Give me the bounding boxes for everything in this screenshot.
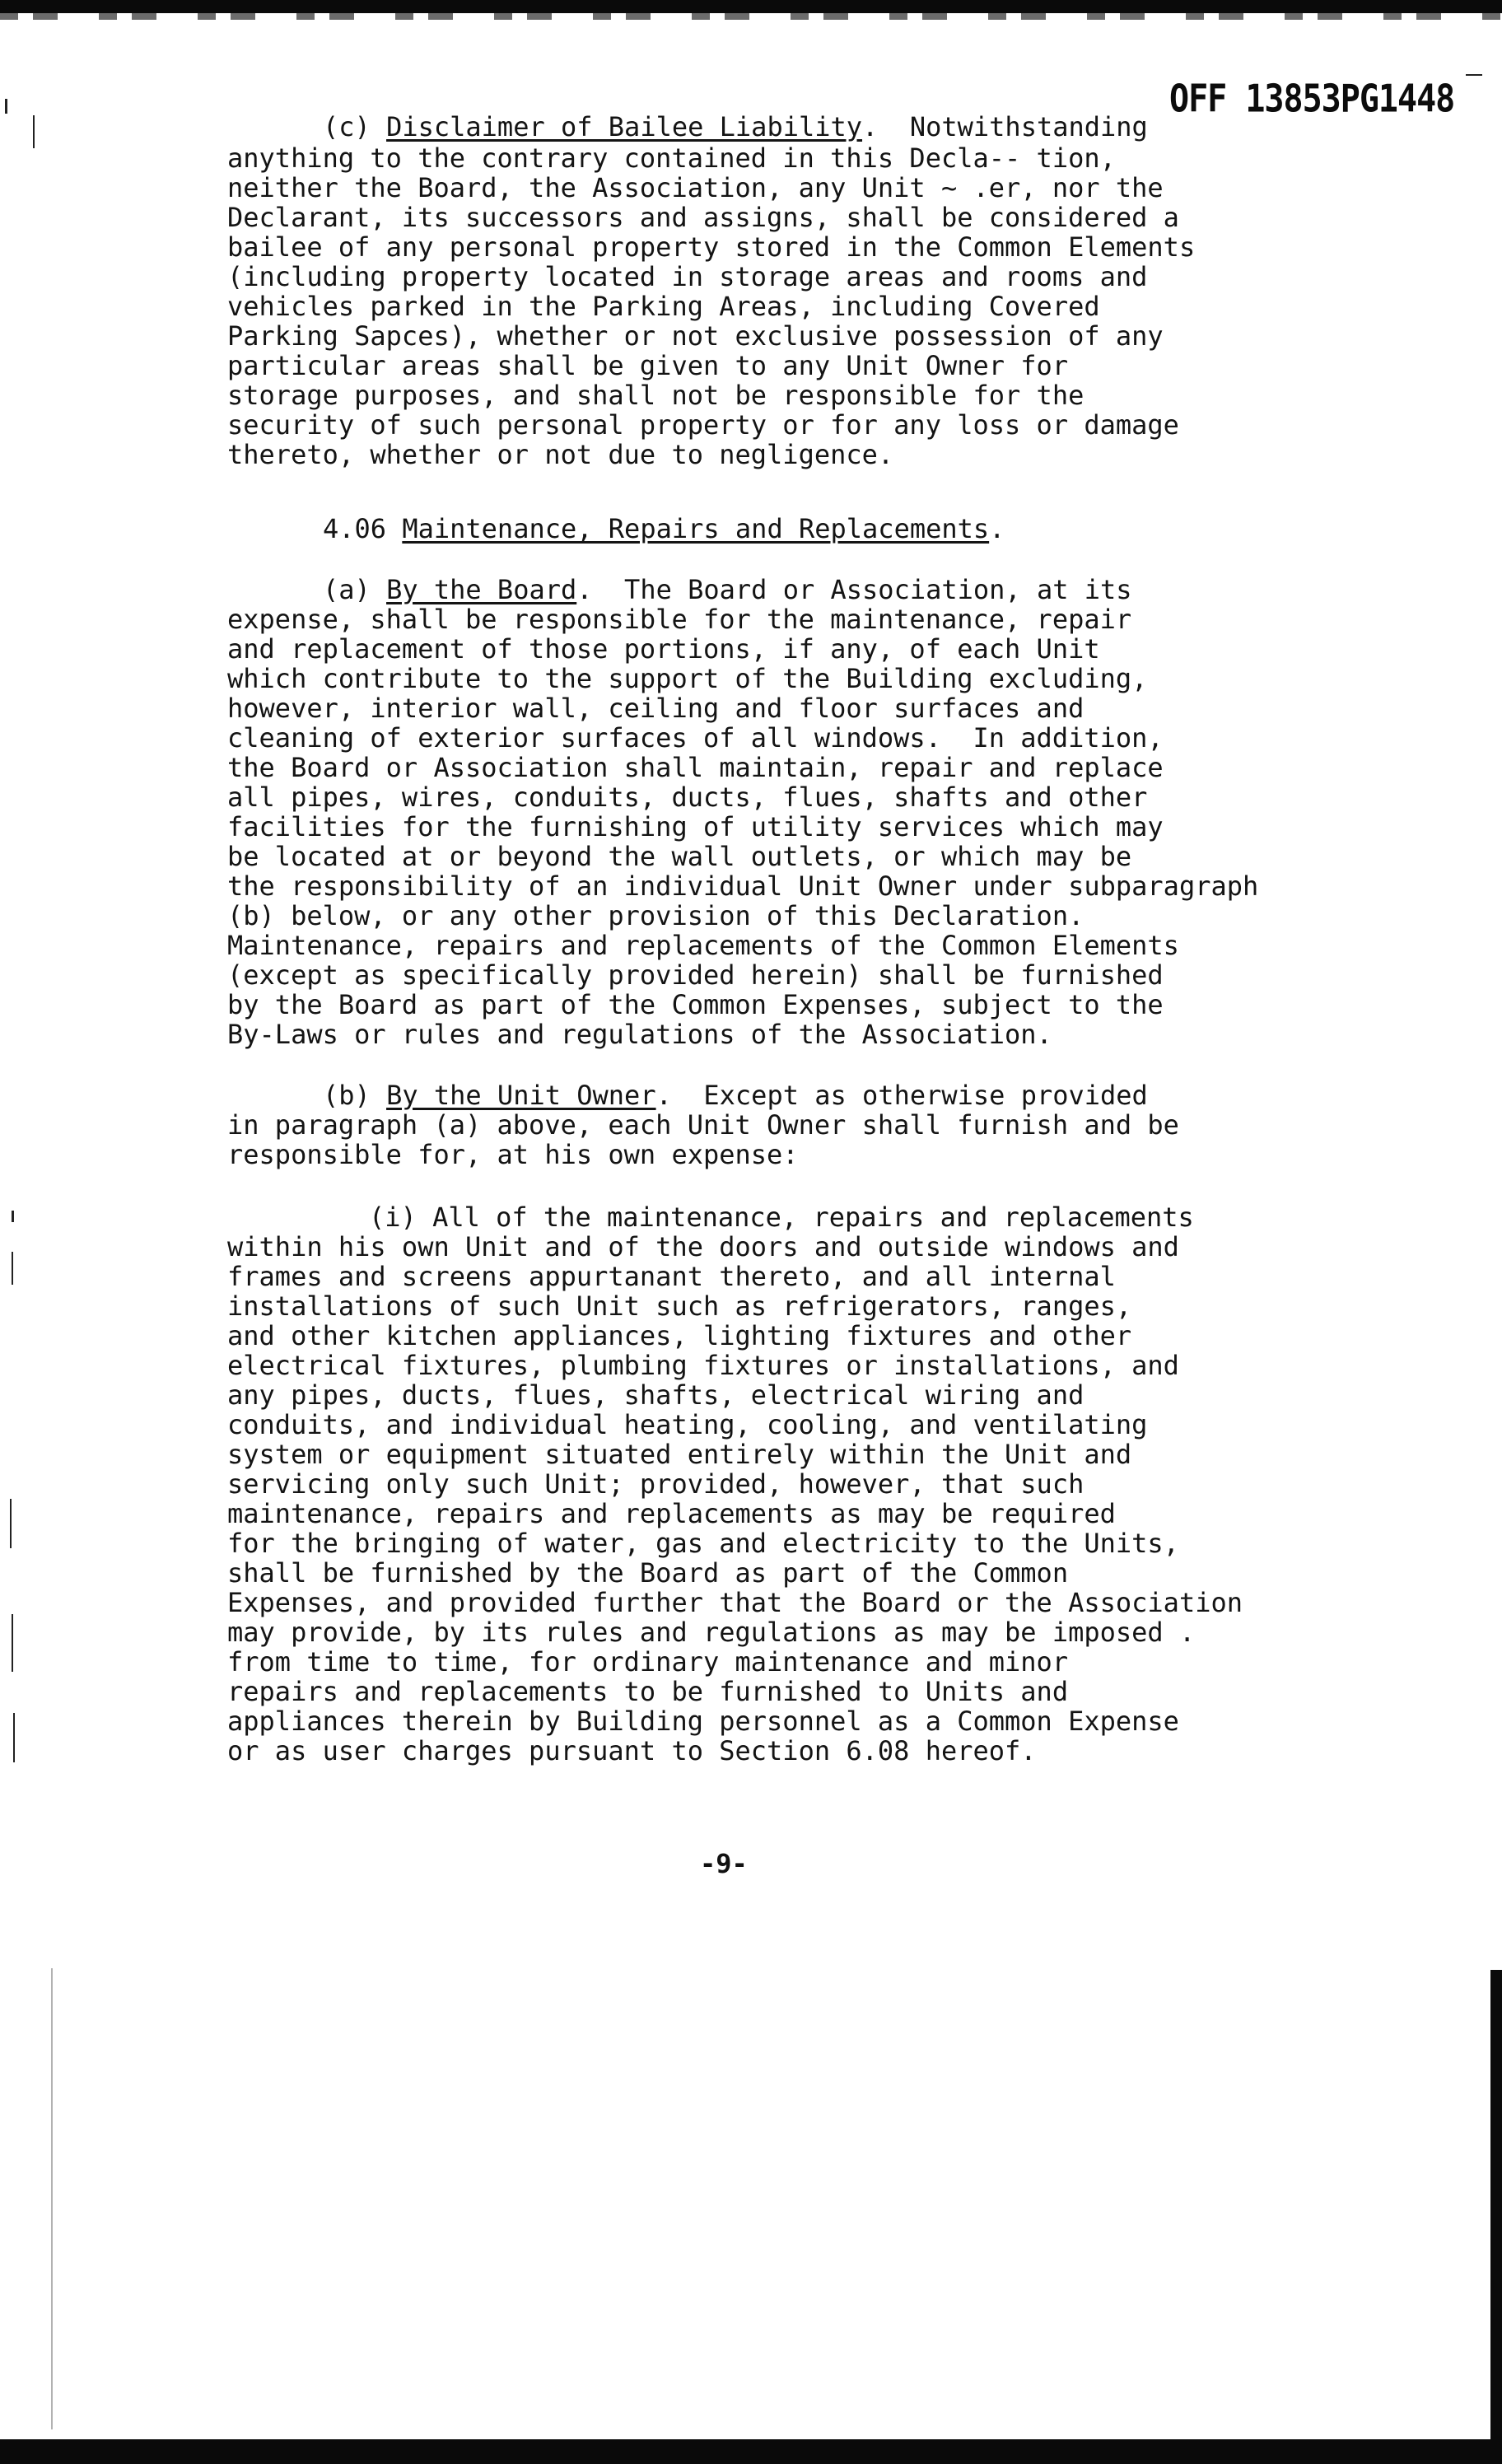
para-b-line: in paragraph (a) above, each Unit Owner shall furnish and be	[227, 1109, 1179, 1141]
section-c-after-heading: . Notwithstanding	[862, 111, 1148, 142]
para-i-line: servicing only such Unit; provided, however, that such	[227, 1468, 1085, 1500]
para-b-line: responsible for, at his own expense:	[227, 1139, 799, 1170]
section-c-line: (including property located in storage areas and rooms and	[227, 261, 1148, 292]
para-i-line: maintenance, repairs and replacements as may be required	[227, 1498, 1116, 1529]
section-406-heading: Maintenance, Repairs and Replacements	[402, 513, 990, 544]
para-a-line: however, interior wall, ceiling and floor surfaces and	[227, 693, 1085, 724]
section-c-heading: Disclaimer of Bailee Liability	[386, 111, 863, 142]
para-a-line: and replacement of those portions, if any, of each Unit	[227, 633, 1100, 665]
para-b-heading: By the Unit Owner	[386, 1080, 656, 1111]
para-a-line: by the Board as part of the Common Expenses, subject to the	[227, 989, 1164, 1020]
para-i-line: system or equipment situated entirely within the Unit and	[227, 1439, 1132, 1470]
para-a-line: (except as specifically provided herein) shall be furnished	[227, 959, 1164, 991]
para-a-line: Maintenance, repairs and replacements of the Common Elements	[227, 930, 1179, 961]
section-c-line: security of such personal property or for any loss or damage	[227, 409, 1179, 441]
para-b-after-heading: . Except as otherwise provided	[655, 1080, 1148, 1111]
section-406-number: 4.06	[323, 513, 403, 544]
para-b-heading-line	[323, 1080, 1148, 1110]
para-i-line: frames and screens appurtanant thereto, and all internal	[227, 1261, 1116, 1292]
para-a-line: By-Laws or rules and regulations of the Association.	[227, 1019, 1052, 1050]
para-a-heading: By the Board	[386, 574, 577, 605]
section-c-line: bailee of any personal property stored in the Common Elements	[227, 231, 1196, 263]
para-a-line: cleaning of exterior surfaces of all windows. In addition,	[227, 722, 1164, 754]
section-c-line: thereto, whether or not due to negligence.	[227, 439, 894, 470]
para-a-lead: (a)	[323, 574, 387, 605]
para-i-line: from time to time, for ordinary maintenance and minor	[227, 1646, 1069, 1678]
para-i-line: for the bringing of water, gas and electricity to the Units,	[227, 1528, 1179, 1559]
para-i-line: may provide, by its rules and regulations as may be imposed .	[227, 1617, 1196, 1648]
section-c-line: vehicles parked in the Parking Areas, including Covered	[227, 291, 1100, 322]
para-a-line: facilities for the furnishing of utility services which may	[227, 811, 1164, 842]
para-i-line: and other kitchen appliances, lighting fixtures and other	[227, 1320, 1132, 1351]
section-406-after-heading: .	[989, 513, 1005, 544]
para-a-line: which contribute to the support of the Building excluding,	[227, 663, 1148, 694]
para-a-after-heading: . The Board or Association, at its	[576, 574, 1132, 605]
section-c-line: Parking Sapces), whether or not exclusive possession of any	[227, 320, 1164, 352]
section-c-lead: (c)	[323, 111, 387, 142]
section-c-line: storage purposes, and shall not be responsible for the	[227, 380, 1085, 411]
para-a-heading-line	[323, 575, 1132, 604]
para-i-line: electrical fixtures, plumbing fixtures or installations, and	[227, 1350, 1179, 1381]
section-c-line: neither the Board, the Association, any Unit ~ .er, nor the	[227, 172, 1164, 203]
section-c-line: anything to the contrary contained in this Decla-- tion,	[227, 142, 1116, 174]
para-b-lead: (b)	[323, 1080, 387, 1111]
para-i-line: or as user charges pursuant to Section 6.08 hereof.	[227, 1735, 1037, 1766]
recording-stamp: OFF 13853PG1448	[1169, 77, 1455, 121]
para-a-line: expense, shall be responsible for the maintenance, repair	[227, 604, 1132, 635]
para-i-line: appliances therein by Building personnel as a Common Expense	[227, 1706, 1179, 1737]
para-a-line: the Board or Association shall maintain, repair and replace	[227, 752, 1164, 783]
section-406-heading-line	[323, 514, 1005, 544]
para-a-line: (b) below, or any other provision of this Declaration.	[227, 900, 1085, 931]
para-i-line: shall be furnished by the Board as part of the Common	[227, 1557, 1069, 1589]
para-a-line: be located at or beyond the wall outlets, or which may be	[227, 841, 1132, 872]
section-c-heading-line	[323, 112, 1148, 142]
para-i-line: conduits, and individual heating, cooling, and ventilating	[227, 1409, 1148, 1440]
section-c-line: particular areas shall be given to any Unit Owner for	[227, 350, 1069, 381]
para-i-line: repairs and replacements to be furnished to Units and	[227, 1676, 1069, 1707]
para-a-line: the responsibility of an individual Unit Owner under subparagraph	[227, 870, 1259, 902]
section-c-line: Declarant, its successors and assigns, shall be considered a	[227, 202, 1179, 233]
para-a-line: all pipes, wires, conduits, ducts, flues, shafts and other	[227, 782, 1148, 813]
para-i-line: any pipes, ducts, flues, shafts, electrical wiring and	[227, 1379, 1085, 1411]
page-number: -9-	[700, 1848, 748, 1879]
para-i-line: Expenses, and provided further that the Board or the Association	[227, 1587, 1243, 1618]
para-i-line: installations of such Unit such as refrigerators, ranges,	[227, 1290, 1132, 1322]
para-i-first-line: (i) All of the maintenance, repairs and replacements	[369, 1202, 1194, 1233]
para-i-line: within his own Unit and of the doors and outside windows and	[227, 1231, 1179, 1262]
